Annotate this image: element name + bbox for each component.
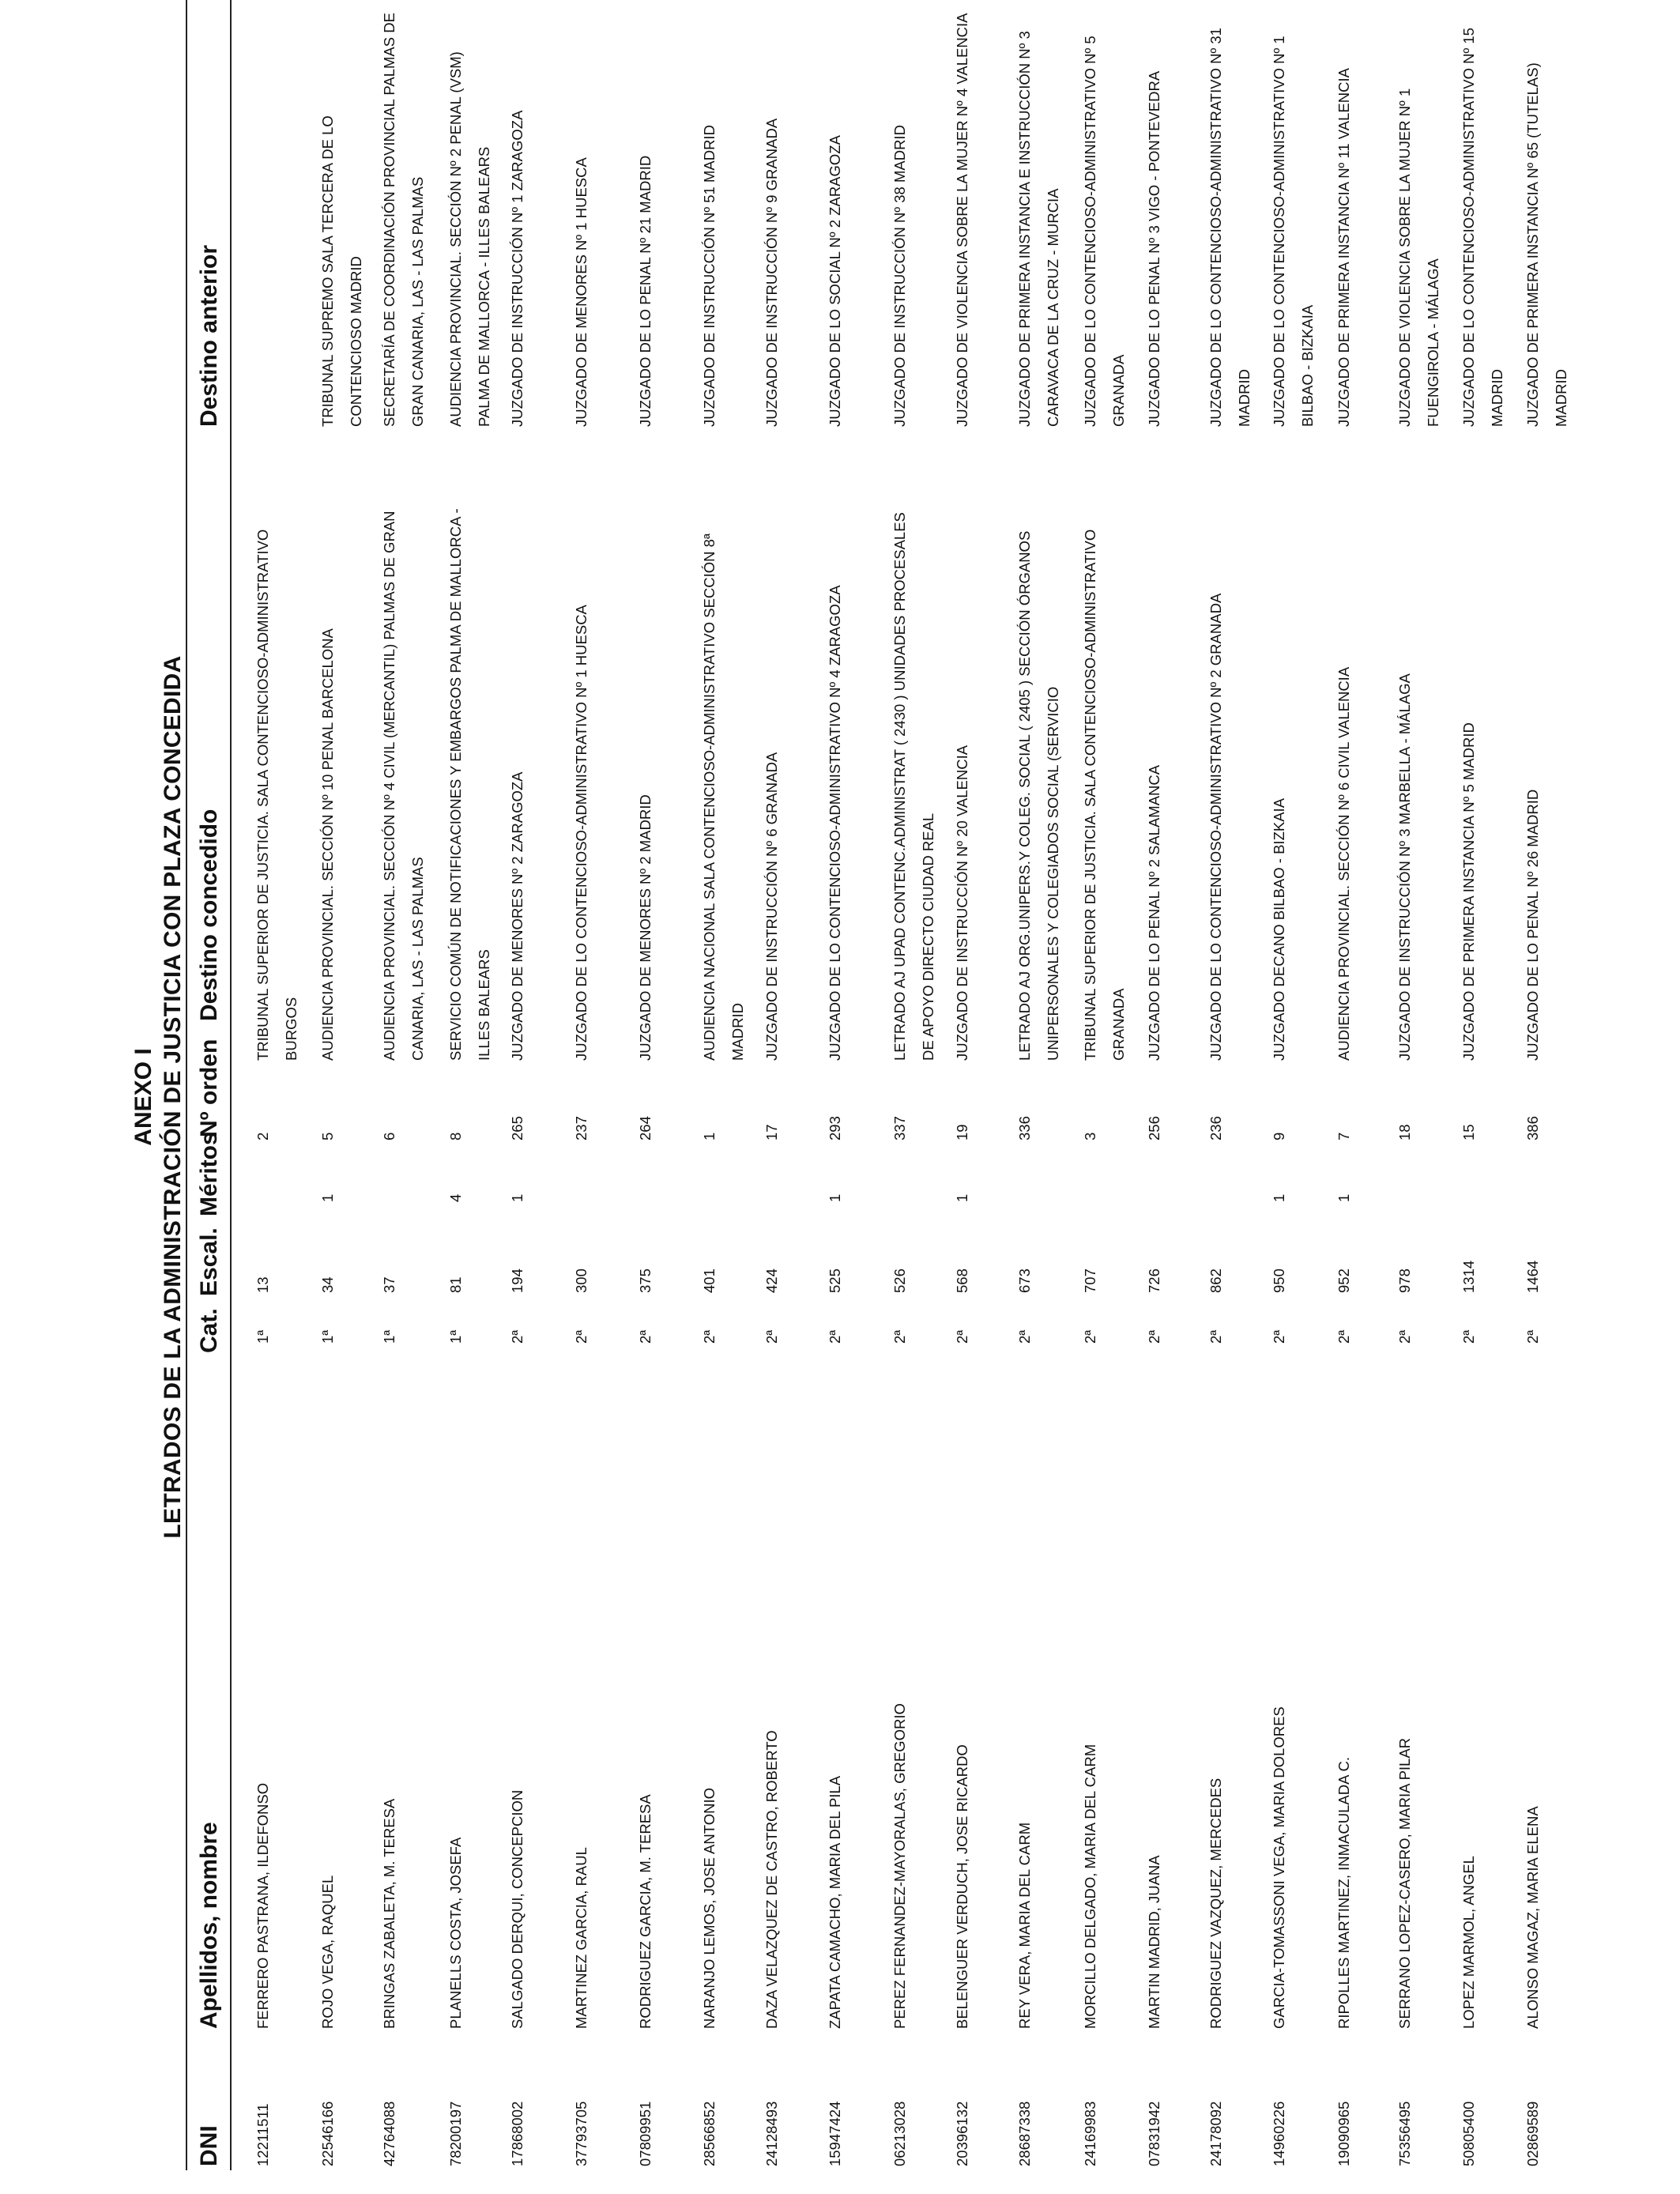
cell-orden: 1 bbox=[701, 1132, 718, 1140]
cell-escal: 300 bbox=[573, 1269, 590, 1293]
cell-anterior: JUZGADO DE VIOLENCIA SOBRE LA MUJER Nº 1 FUENGIROLA - MÁLAGA bbox=[1396, 88, 1441, 427]
cell-escal: 1464 bbox=[1524, 1260, 1541, 1293]
cell-escal: 950 bbox=[1271, 1269, 1287, 1293]
cell-anterior: JUZGADO DE INSTRUCCIÓN Nº 9 GRANADA bbox=[763, 118, 780, 427]
cell-name: MARTIN MADRID, JUANA bbox=[1146, 1855, 1162, 2029]
cell-name: RIPOLLES MARTINEZ, INMACULADA C. bbox=[1335, 1756, 1352, 2029]
cell-dni: 28566852 bbox=[701, 2101, 718, 2166]
cell-name: PEREZ FERNANDEZ-MAYORALAS, GREGORIO bbox=[891, 1703, 908, 2029]
cell-concedido: JUZGADO DE PRIMERA INSTANCIA Nº 5 MADRID bbox=[1460, 722, 1477, 1061]
cell-name: NARANJO LEMOS, JOSE ANTONIO bbox=[701, 1788, 718, 2029]
cell-anterior: JUZGADO DE LO SOCIAL Nº 2 ZARAGOZA bbox=[827, 135, 843, 427]
cell-orden: 256 bbox=[1146, 1116, 1162, 1140]
cell-name: MARTINEZ GARCIA, RAUL bbox=[573, 1847, 590, 2029]
cell-orden: 265 bbox=[509, 1116, 525, 1140]
col-header-escal: Escal. bbox=[196, 1227, 222, 1296]
cell-dni: 02869589 bbox=[1524, 2101, 1541, 2166]
annex-title: ANEXO I bbox=[130, 1048, 156, 1146]
cell-cat: 2ª bbox=[1146, 1329, 1162, 1344]
col-header-anterior: Destino anterior bbox=[196, 244, 222, 427]
cell-name: MORCILLO DELGADO, MARIA DEL CARM bbox=[1082, 1744, 1098, 2029]
cell-dni: 75356495 bbox=[1396, 2101, 1413, 2166]
cell-anterior: JUZGADO DE PRIMERA INSTANCIA Nº 11 VALENCIA bbox=[1335, 68, 1352, 427]
cell-anterior: JUZGADO DE LO CONTENCIOSO-ADMINISTRATIVO Nº 5 GRANADA bbox=[1082, 36, 1127, 427]
cell-escal: 13 bbox=[254, 1276, 271, 1293]
cell-dni: 17868002 bbox=[509, 2101, 525, 2166]
cell-orden: 3 bbox=[1082, 1132, 1098, 1140]
cell-orden: 5 bbox=[319, 1132, 336, 1140]
cell-orden: 336 bbox=[1016, 1116, 1033, 1140]
cell-concedido: JUZGADO DE LO PENAL Nº 2 SALAMANCA bbox=[1146, 764, 1162, 1061]
cell-orden: 18 bbox=[1396, 1124, 1413, 1140]
cell-name: RODRIGUEZ GARCIA, M. TERESA bbox=[637, 1794, 654, 2029]
cell-concedido: JUZGADO DECANO BILBAO - BIZKAIA bbox=[1271, 797, 1287, 1061]
cell-name: LOPEZ MARMOL, ANGEL bbox=[1460, 1856, 1477, 2029]
cell-cat: 2ª bbox=[1271, 1329, 1287, 1344]
cell-meritos: 1 bbox=[509, 1193, 525, 1202]
col-header-meritos: Méritos bbox=[196, 1132, 222, 1216]
cell-name: BRINGAS ZABALETA, M. TERESA bbox=[381, 1798, 397, 2029]
cell-anterior: JUZGADO DE INSTRUCCIÓN Nº 1 ZARAGOZA bbox=[509, 110, 525, 427]
cell-cat: 2ª bbox=[1016, 1329, 1033, 1344]
cell-escal: 401 bbox=[701, 1269, 718, 1293]
cell-dni: 06213028 bbox=[891, 2101, 908, 2166]
col-header-cat: Cat. bbox=[196, 1308, 222, 1353]
cell-escal: 978 bbox=[1396, 1269, 1413, 1293]
cell-anterior: JUZGADO DE MENORES Nº 1 HUESCA bbox=[573, 157, 590, 427]
cell-anterior: JUZGADO DE VIOLENCIA SOBRE LA MUJER Nº 4 VALENCIA bbox=[954, 13, 970, 427]
cell-dni: 22546166 bbox=[319, 2101, 336, 2166]
cell-name: SALGADO DERQUI, CONCEPCION bbox=[509, 1789, 525, 2029]
cell-orden: 264 bbox=[637, 1116, 654, 1140]
cell-concedido: JUZGADO DE INSTRUCCIÓN Nº 20 VALENCIA bbox=[954, 745, 970, 1061]
cell-meritos: 1 bbox=[827, 1193, 843, 1202]
cell-escal: 194 bbox=[509, 1269, 525, 1293]
cell-dni: 24169983 bbox=[1082, 2101, 1098, 2166]
cell-cat: 2ª bbox=[1335, 1329, 1352, 1344]
cell-cat: 1ª bbox=[254, 1329, 271, 1344]
cell-concedido: AUDIENCIA PROVINCIAL. SECCIÓN Nº 10 PENAL BARCELONA bbox=[319, 628, 336, 1061]
cell-orden: 17 bbox=[763, 1124, 780, 1140]
cell-cat: 2ª bbox=[1396, 1329, 1413, 1344]
cell-escal: 424 bbox=[763, 1269, 780, 1293]
cell-name: ROJO VEGA, RAQUEL bbox=[319, 1875, 336, 2029]
cell-cat: 1ª bbox=[319, 1329, 336, 1344]
cell-orden: 2 bbox=[254, 1132, 271, 1140]
cell-escal: 375 bbox=[637, 1269, 654, 1293]
cell-name: GARCIA-TOMASSONI VEGA, MARIA DOLORES bbox=[1271, 1706, 1287, 2029]
cell-meritos: 1 bbox=[1335, 1193, 1352, 1202]
cell-name: PLANELLS COSTA, JOSEFA bbox=[447, 1837, 464, 2029]
cell-dni: 07831942 bbox=[1146, 2101, 1162, 2166]
cell-cat: 2ª bbox=[954, 1329, 970, 1344]
cell-dni: 24178092 bbox=[1207, 2101, 1224, 2166]
cell-anterior: JUZGADO DE LO PENAL Nº 21 MADRID bbox=[637, 155, 654, 427]
cell-escal: 37 bbox=[381, 1276, 397, 1293]
cell-concedido: LETRADO AJ ORG.UNIPERS.Y COLEG. SOCIAL ( 2405 ) SECCIÓN ÓRGANOS UNIPERSONALES Y COLEGIADOS SOCIAL (SERVICIO bbox=[1016, 530, 1061, 1061]
cell-dni: 20396132 bbox=[954, 2101, 970, 2166]
cell-concedido: JUZGADO DE MENORES Nº 2 ZARAGOZA bbox=[509, 771, 525, 1061]
cell-orden: 293 bbox=[827, 1116, 843, 1140]
cell-escal: 525 bbox=[827, 1269, 843, 1293]
cell-cat: 2ª bbox=[1082, 1329, 1098, 1344]
cell-meritos: 1 bbox=[319, 1193, 336, 1202]
cell-cat: 2ª bbox=[1460, 1329, 1477, 1344]
cell-name: ALONSO MAGAZ, MARIA ELENA bbox=[1524, 1806, 1541, 2029]
cell-concedido: TRIBUNAL SUPERIOR DE JUSTICIA. SALA CONTENCIOSO-ADMINISTRATIVO GRANADA bbox=[1082, 529, 1127, 1061]
cell-concedido: JUZGADO DE INSTRUCCIÓN Nº 3 MARBELLA - MÁLAGA bbox=[1396, 673, 1413, 1061]
cell-concedido: JUZGADO DE LO CONTENCIOSO-ADMINISTRATIVO Nº 1 HUESCA bbox=[573, 605, 590, 1061]
cell-orden: 15 bbox=[1460, 1124, 1477, 1140]
cell-anterior: SECRETARÍA DE COORDINACIÓN PROVINCIAL PALMAS DE GRAN CANARIA, LAS - LAS PALMAS bbox=[381, 13, 426, 427]
col-header-orden: Nº orden bbox=[196, 1039, 222, 1137]
cell-cat: 2ª bbox=[1207, 1329, 1224, 1344]
cell-orden: 386 bbox=[1524, 1116, 1541, 1140]
cell-concedido: JUZGADO DE LO CONTENCIOSO-ADMINISTRATIVO Nº 2 GRANADA bbox=[1207, 593, 1224, 1061]
cell-escal: 1314 bbox=[1460, 1260, 1477, 1293]
cell-anterior: JUZGADO DE PRIMERA INSTANCIA Nº 65 (TUTELAS) MADRID bbox=[1524, 62, 1569, 427]
cell-anterior: TRIBUNAL SUPREMO SALA TERCERA DE LO CONTENCIOSO MADRID bbox=[319, 115, 364, 427]
cell-orden: 337 bbox=[891, 1116, 908, 1140]
cell-orden: 7 bbox=[1335, 1132, 1352, 1140]
cell-cat: 2ª bbox=[1524, 1329, 1541, 1344]
cell-anterior: JUZGADO DE INSTRUCCIÓN Nº 38 MADRID bbox=[891, 125, 908, 427]
cell-concedido: JUZGADO DE MENORES Nº 2 MADRID bbox=[637, 794, 654, 1061]
cell-cat: 2ª bbox=[637, 1329, 654, 1344]
cell-cat: 2ª bbox=[701, 1329, 718, 1344]
cell-meritos: 4 bbox=[447, 1193, 464, 1202]
cell-escal: 81 bbox=[447, 1276, 464, 1293]
cell-dni: 78200197 bbox=[447, 2101, 464, 2166]
document-title: LETRADOS DE LA ADMINISTRACIÓN DE JUSTICIA CON PLAZA CONCEDIDA bbox=[160, 655, 186, 1539]
cell-anterior: JUZGADO DE LO CONTENCIOSO-ADMINISTRATIVO Nº 31 MADRID bbox=[1207, 28, 1252, 427]
cell-escal: 34 bbox=[319, 1276, 336, 1293]
cell-cat: 2ª bbox=[827, 1329, 843, 1344]
cell-cat: 1ª bbox=[381, 1329, 397, 1344]
cell-anterior: JUZGADO DE LO PENAL Nº 3 VIGO - PONTEVEDRA bbox=[1146, 70, 1162, 427]
cell-dni: 37793705 bbox=[573, 2101, 590, 2166]
col-header-concedido: Destino concedido bbox=[196, 809, 222, 1021]
cell-meritos: 1 bbox=[954, 1193, 970, 1202]
cell-cat: 1ª bbox=[447, 1329, 464, 1344]
cell-meritos: 1 bbox=[1271, 1193, 1287, 1202]
cell-cat: 2ª bbox=[573, 1329, 590, 1344]
cell-orden: 6 bbox=[381, 1132, 397, 1140]
cell-name: REY VERA, MARIA DEL CARM bbox=[1016, 1822, 1033, 2029]
cell-dni: 50805400 bbox=[1460, 2101, 1477, 2166]
cell-escal: 568 bbox=[954, 1269, 970, 1293]
cell-dni: 12211511 bbox=[254, 2103, 271, 2166]
cell-orden: 8 bbox=[447, 1132, 464, 1140]
cell-orden: 236 bbox=[1207, 1116, 1224, 1140]
cell-concedido: TRIBUNAL SUPERIOR DE JUSTICIA. SALA CONTENCIOSO-ADMINISTRATIVO BURGOS bbox=[254, 529, 299, 1061]
cell-orden: 19 bbox=[954, 1124, 970, 1140]
cell-cat: 2ª bbox=[763, 1329, 780, 1344]
cell-concedido: LETRADO AJ UPAD CONTENC.ADMINISTRAT ( 2430 ) UNIDADES PROCESALES DE APOYO DIRECTO CIUDAD REAL bbox=[891, 512, 936, 1061]
cell-cat: 2ª bbox=[891, 1329, 908, 1344]
cell-orden: 9 bbox=[1271, 1132, 1287, 1140]
cell-concedido: AUDIENCIA PROVINCIAL. SECCIÓN Nº 4 CIVIL (MERCANTIL) PALMAS DE GRAN CANARIA, LAS - LAS PALMAS bbox=[381, 511, 426, 1061]
cell-concedido: JUZGADO DE LO CONTENCIOSO-ADMINISTRATIVO Nº 4 ZARAGOZA bbox=[827, 585, 843, 1061]
cell-dni: 14960226 bbox=[1271, 2101, 1287, 2166]
cell-dni: 15947424 bbox=[827, 2101, 843, 2166]
cell-dni: 07809951 bbox=[637, 2101, 654, 2166]
header-top-rule bbox=[186, 0, 187, 2170]
cell-concedido: AUDIENCIA PROVINCIAL. SECCIÓN Nº 6 CIVIL VALENCIA bbox=[1335, 666, 1352, 1061]
cell-orden: 237 bbox=[573, 1116, 590, 1140]
cell-anterior: JUZGADO DE INSTRUCCIÓN Nº 51 MADRID bbox=[701, 125, 718, 427]
cell-escal: 707 bbox=[1082, 1269, 1098, 1293]
header-bottom-rule bbox=[230, 0, 232, 2170]
cell-escal: 862 bbox=[1207, 1269, 1224, 1293]
cell-name: FERRERO PASTRANA, ILDEFONSO bbox=[254, 1782, 271, 2029]
cell-anterior: JUZGADO DE PRIMERA INSTANCIA E INSTRUCCIÓN Nº 3 CARAVACA DE LA CRUZ - MURCIA bbox=[1016, 31, 1061, 427]
cell-name: DAZA VELAZQUEZ DE CASTRO, ROBERTO bbox=[763, 1730, 780, 2029]
cell-concedido: SERVICIO COMÚN DE NOTIFICACIONES Y EMBARGOS PALMA DE MALLORCA - ILLES BALEARS bbox=[447, 508, 492, 1061]
cell-name: ZAPATA CAMACHO, MARIA DEL PILA bbox=[827, 1775, 843, 2029]
cell-name: SERRANO LOPEZ-CASERO, MARIA PILAR bbox=[1396, 1737, 1413, 2029]
cell-escal: 673 bbox=[1016, 1269, 1033, 1293]
cell-anterior: JUZGADO DE LO CONTENCIOSO-ADMINISTRATIVO Nº 1 BILBAO - BIZKAIA bbox=[1271, 36, 1316, 427]
cell-dni: 24128493 bbox=[763, 2101, 780, 2166]
cell-escal: 726 bbox=[1146, 1269, 1162, 1293]
cell-dni: 19090965 bbox=[1335, 2101, 1352, 2166]
col-header-name: Apellidos, nombre bbox=[196, 1822, 222, 2029]
cell-anterior: AUDIENCIA PROVINCIAL. SECCIÓN Nº 2 PENAL (VSM) PALMA DE MALLORCA - ILLES BALEARS bbox=[447, 51, 492, 427]
cell-dni: 28687338 bbox=[1016, 2101, 1033, 2166]
cell-dni: 42764088 bbox=[381, 2101, 397, 2166]
cell-escal: 952 bbox=[1335, 1269, 1352, 1293]
cell-concedido: JUZGADO DE INSTRUCCIÓN Nº 6 GRANADA bbox=[763, 752, 780, 1061]
cell-anterior: JUZGADO DE LO CONTENCIOSO-ADMINISTRATIVO Nº 15 MADRID bbox=[1460, 28, 1505, 427]
col-header-dni: DNI bbox=[196, 2125, 222, 2166]
cell-escal: 526 bbox=[891, 1269, 908, 1293]
cell-concedido: AUDIENCIA NACIONAL SALA CONTENCIOSO-ADMINISTRATIVO SECCIÓN 8ª MADRID bbox=[701, 533, 746, 1061]
cell-concedido: JUZGADO DE LO PENAL Nº 26 MADRID bbox=[1524, 789, 1541, 1061]
cell-name: RODRIGUEZ VAZQUEZ, MERCEDES bbox=[1207, 1777, 1224, 2029]
cell-name: BELENGUER VERDUCH, JOSE RICARDO bbox=[954, 1744, 970, 2029]
cell-cat: 2ª bbox=[509, 1329, 525, 1344]
